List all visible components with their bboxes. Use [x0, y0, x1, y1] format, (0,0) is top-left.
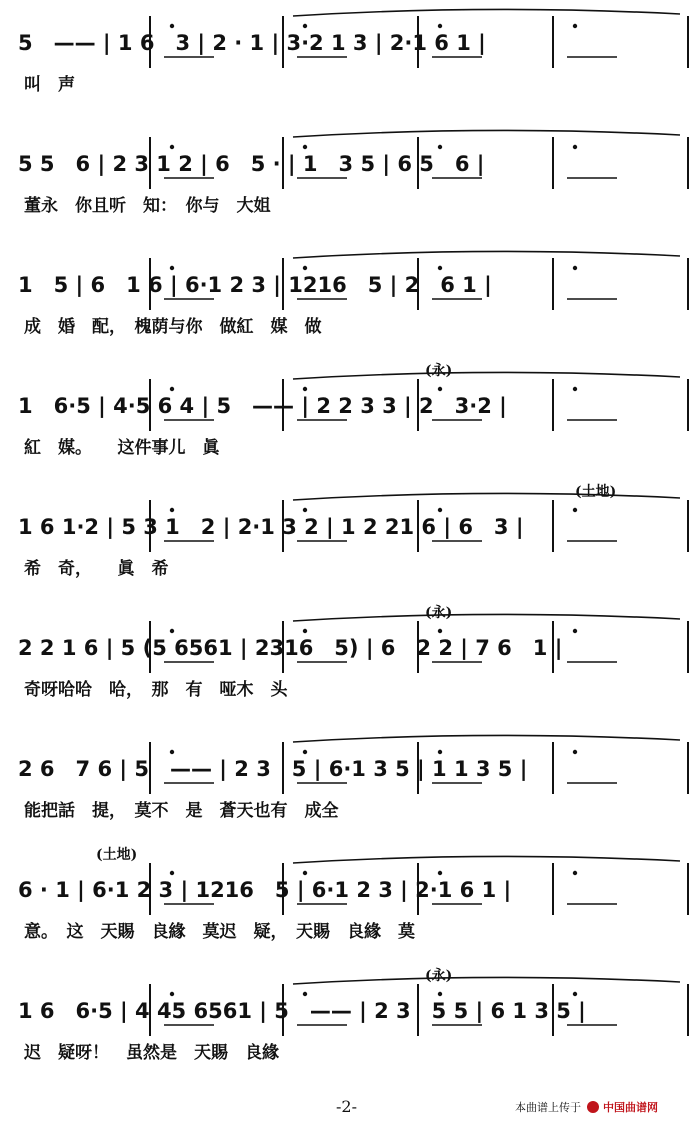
notation-line: 1 6 6·5 | 4 45 6561 | 5 —— | 2 3 5 5 | 6 1 3 5 |	[18, 999, 586, 1023]
octave-dot	[303, 992, 307, 996]
phrase-slur	[293, 735, 680, 742]
lyrics-line: 成 婚 配， 槐荫与你 做紅 媒 做	[24, 317, 322, 337]
octave-dot	[170, 145, 174, 149]
phrase-slur	[293, 493, 680, 500]
score-systems	[18, 9, 688, 1063]
octave-dot	[170, 508, 174, 512]
octave-dot	[303, 508, 307, 512]
score-system	[18, 846, 688, 942]
octave-dot	[303, 266, 307, 270]
octave-dot	[170, 871, 174, 875]
octave-dot	[573, 508, 577, 512]
score-system	[18, 967, 688, 1063]
octave-dot	[303, 871, 307, 875]
octave-dot	[573, 24, 577, 28]
score-system	[18, 483, 688, 579]
octave-dot	[303, 629, 307, 633]
octave-dot	[170, 629, 174, 633]
score-system	[18, 130, 688, 216]
octave-dot	[303, 387, 307, 391]
octave-dot	[170, 387, 174, 391]
watermark-site-name: 中国曲谱网	[603, 1101, 658, 1114]
octave-dot	[438, 750, 442, 754]
score-system	[18, 735, 688, 821]
notation-line: 5 —— | 1 6 3 | 2 · 1 | 3·2 1 3 | 2·1 6 1 |	[18, 31, 486, 55]
octave-dot	[573, 387, 577, 391]
score-system	[18, 604, 688, 700]
octave-dot	[438, 992, 442, 996]
notation-line: 1 5 | 6 1 6 | 6·1 2 3 | 1216 5 | 2 6 1 |	[18, 273, 492, 297]
octave-dot	[438, 24, 442, 28]
phrase-slur	[293, 9, 680, 16]
octave-dot	[170, 750, 174, 754]
octave-dot	[573, 145, 577, 149]
phrase-slur	[293, 856, 680, 863]
phrase-slur	[293, 251, 680, 258]
score-system	[18, 362, 688, 458]
octave-dot	[170, 24, 174, 28]
page-number: -2-	[336, 1097, 357, 1116]
notation-line: 5 5 6 | 2 3 1 2 | 6 5 · | 1 3 5 | 6 5 6 |	[18, 152, 485, 176]
lyrics-line: 迟 疑呀！ 虽然是 天賜 良緣	[24, 1043, 279, 1063]
phrase-slur	[293, 614, 680, 621]
octave-dot	[573, 750, 577, 754]
notation-line: 2 6 7 6 | 5 —— | 2 3 5 | 6·1 3 5 | 1 1 3 5 |	[18, 757, 528, 781]
lyrics-line: 紅 媒。 这件事儿 眞	[24, 438, 220, 458]
lyrics-line: 希 奇， 眞 希	[24, 559, 169, 579]
role-label: (土地)	[96, 847, 138, 863]
octave-dot	[573, 266, 577, 270]
phrase-slur	[293, 130, 680, 137]
notation-line: 1 6 1·2 | 5 3 1 2 | 2·1 3 2 | 1 2 21 6 | 6 3 |	[18, 515, 524, 539]
watermark-logo-icon	[587, 1101, 599, 1113]
octave-dot	[303, 145, 307, 149]
lyrics-line: 意。 这 天賜 良緣 莫迟 疑， 天賜 良緣 莫	[24, 922, 415, 942]
octave-dot	[573, 992, 577, 996]
octave-dot	[438, 266, 442, 270]
octave-dot	[438, 871, 442, 875]
lyrics-line: 叫 声	[24, 75, 75, 95]
watermark	[515, 1100, 658, 1114]
lyrics-line: 奇呀哈哈 哈， 那 有 哑木 头	[24, 680, 288, 700]
octave-dot	[438, 387, 442, 391]
role-label: (永)	[425, 605, 453, 621]
role-label: (土地)	[575, 484, 617, 500]
octave-dot	[573, 629, 577, 633]
lyrics-line: 能把話 提， 莫不 是 蒼天也有 成全	[24, 801, 339, 821]
octave-dot	[438, 145, 442, 149]
score-system	[18, 251, 688, 337]
role-label: (永)	[425, 968, 453, 984]
phrase-slur	[293, 372, 680, 379]
notation-line: 2 2 1 6 | 5 (5 6561 | 2316 5) | 6 2 2 | 7 6 1 |	[18, 636, 563, 660]
notation-line: 1 6·5 | 4·5 6 4 | 5 —— | 2 2 3 3 | 2 3·2 |	[18, 394, 507, 418]
octave-dot	[170, 266, 174, 270]
role-label: (永)	[425, 363, 453, 379]
octave-dot	[303, 750, 307, 754]
octave-dot	[303, 24, 307, 28]
octave-dot	[170, 992, 174, 996]
octave-dot	[573, 871, 577, 875]
phrase-slur	[293, 977, 680, 984]
octave-dot	[438, 508, 442, 512]
score-system	[18, 9, 688, 95]
lyrics-line: 董永 你且听 知： 你与 大姐	[24, 196, 271, 216]
octave-dot	[438, 629, 442, 633]
watermark-caption: 本曲谱上传于	[515, 1101, 581, 1114]
notation-line: 6 · 1 | 6·1 2 3 | 1216 5 | 6·1 2 3 | 2·1 6 1 |	[18, 878, 512, 902]
